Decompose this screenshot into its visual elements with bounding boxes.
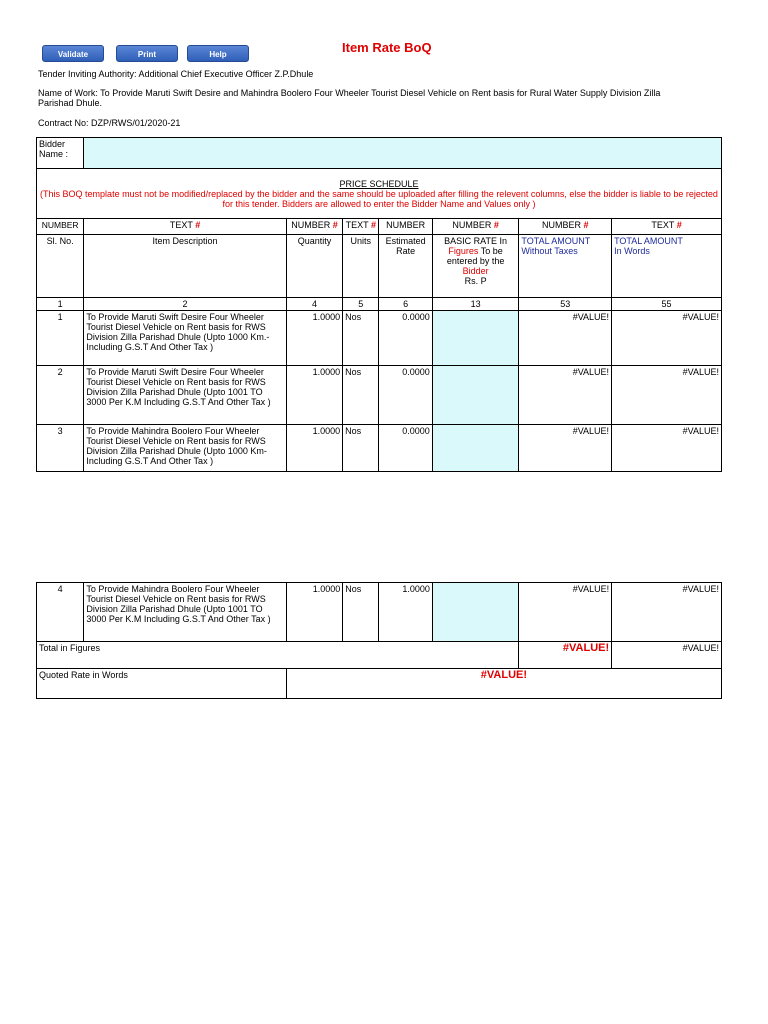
row-sl-no: 2: [37, 366, 84, 425]
column-number: 53: [519, 298, 612, 311]
row-description: To Provide Maruti Swift Desire Four Wheeler Tourist Diesel Vehicle on Rent basis for RWS Division Zilla Parishad Dhule (Upto 1001 TO 3000 Per K.M Including G.S.T And Other Tax ): [84, 366, 286, 425]
type-text: TEXT: [651, 220, 675, 230]
bidder-name-input[interactable]: [84, 138, 722, 169]
row-total-amount: #VALUE!: [519, 583, 612, 642]
row-units: Nos: [343, 425, 379, 472]
basic-rate-input[interactable]: [432, 425, 519, 472]
type-number: NUMBER: [41, 220, 79, 230]
boq-notice: (This BOQ template must not be modified/replaced by the bidder and the same should be uploaded after filling the relevent columns, else the bidder is liable to be rejected for this tender. Bidders are allowed to enter the Bidder Name and Values only ): [40, 188, 718, 209]
basic-rate-input[interactable]: [432, 366, 519, 425]
row-estimated-rate: 1.0000: [379, 583, 432, 642]
header-basic-rate: [432, 235, 519, 298]
header-estimated-rate: Estimated Rate: [379, 235, 432, 298]
row-sl-no: 1: [37, 311, 84, 366]
row-estimated-rate: 0.0000: [379, 311, 432, 366]
basic-rate-input[interactable]: [432, 311, 519, 366]
table-row: [37, 311, 722, 366]
boq-table-continued: [36, 582, 722, 699]
name-of-work-line1: Name of Work: To Provide Maruti Swift Desire and Mahindra Boolero Four Wheeler Tourist Diesel Vehicle on Rent basis for Rural Water Supply Division Zilla: [38, 88, 661, 98]
row-amount-words: #VALUE!: [612, 425, 722, 472]
row-quantity: 1.0000: [286, 425, 342, 472]
row-sl-no: 3: [37, 425, 84, 472]
page-title: Item Rate BoQ: [342, 40, 432, 55]
row-amount-words: #VALUE!: [612, 583, 722, 642]
quoted-rate-value: #VALUE!: [286, 669, 721, 699]
required-mark: #: [676, 220, 682, 230]
type-number: NUMBER: [541, 220, 581, 230]
row-units: Nos: [343, 311, 379, 366]
row-total-amount: #VALUE!: [519, 311, 612, 366]
header-item-description: Item Description: [84, 235, 286, 298]
header-units: Units: [343, 235, 379, 298]
header-sl-no: Sl. No.: [37, 235, 84, 298]
basic-rate-text: BASIC RATE In: [444, 236, 508, 246]
required-mark: #: [370, 220, 376, 230]
column-number: 4: [286, 298, 342, 311]
tender-authority: Tender Inviting Authority: Additional Chief Executive Officer Z.P.Dhule: [38, 69, 314, 79]
validate-button[interactable]: Validate: [42, 45, 104, 62]
header-total-amount: TOTAL AMOUNT: [521, 236, 591, 246]
type-number: NUMBER: [386, 220, 426, 230]
required-mark: #: [583, 220, 589, 230]
type-text: TEXT: [345, 220, 369, 230]
row-quantity: 1.0000: [286, 311, 342, 366]
required-mark: #: [493, 220, 499, 230]
row-description: To Provide Mahindra Boolero Four Wheeler Tourist Diesel Vehicle on Rent basis for RWS Division Zilla Parishad Dhule (Upto 1001 TO 3000 Per K.M Including G.S.T And Other Tax ): [84, 583, 286, 642]
column-number: 6: [379, 298, 432, 311]
row-estimated-rate: 0.0000: [379, 366, 432, 425]
required-mark: #: [195, 220, 201, 230]
type-number: NUMBER: [291, 220, 331, 230]
row-total-amount: #VALUE!: [519, 366, 612, 425]
price-schedule-heading: PRICE SCHEDULE: [339, 178, 419, 189]
column-number: 1: [37, 298, 84, 311]
column-number: 55: [612, 298, 722, 311]
header-in-words: In Words: [614, 246, 650, 256]
basic-rate-figures: Figures: [448, 246, 479, 256]
total-in-figures-value: #VALUE!: [519, 642, 612, 669]
row-description: To Provide Mahindra Boolero Four Wheeler Tourist Diesel Vehicle on Rent basis for RWS Division Zilla Parishad Dhule (Upto 1000 Km- Including G.S.T And Other Tax ): [84, 425, 286, 472]
row-description: To Provide Maruti Swift Desire Four Wheeler Tourist Diesel Vehicle on Rent basis for RWS Division Zilla Parishad Dhule (Upto 1000 Km.- Including G.S.T And Other Tax ): [84, 311, 286, 366]
total-in-figures-label: Total in Figures: [37, 642, 519, 669]
quoted-rate-label: Quoted Rate in Words: [37, 669, 287, 699]
help-button[interactable]: Help: [187, 45, 249, 62]
required-mark: #: [332, 220, 338, 230]
name-of-work-line2: Parishad Dhule.: [38, 98, 103, 108]
row-units: Nos: [343, 583, 379, 642]
header-total-amount-words: TOTAL AMOUNT: [614, 236, 683, 246]
row-sl-no: 4: [37, 583, 84, 642]
column-number: 2: [84, 298, 286, 311]
header-quantity: Quantity: [286, 235, 342, 298]
column-number: 5: [343, 298, 379, 311]
row-units: Nos: [343, 366, 379, 425]
print-button[interactable]: Print: [116, 45, 178, 62]
row-quantity: 1.0000: [286, 583, 342, 642]
type-number: NUMBER: [452, 220, 492, 230]
bidder-name-label: Bidder Name :: [37, 138, 84, 169]
basic-rate-currency: Rs. P: [464, 276, 487, 286]
row-total-amount: #VALUE!: [519, 425, 612, 472]
type-text: TEXT: [169, 220, 193, 230]
basic-rate-bidder: Bidder: [462, 266, 489, 276]
row-estimated-rate: 0.0000: [379, 425, 432, 472]
basic-rate-input[interactable]: [432, 583, 519, 642]
column-number: 13: [432, 298, 519, 311]
total-in-words-value: #VALUE!: [612, 642, 722, 669]
basic-rate-text: To be entered by the: [446, 246, 505, 266]
header-without-taxes: Without Taxes: [521, 246, 578, 256]
table-row: [37, 583, 722, 642]
row-amount-words: #VALUE!: [612, 311, 722, 366]
row-quantity: 1.0000: [286, 366, 342, 425]
row-amount-words: #VALUE!: [612, 366, 722, 425]
boq-table: [36, 137, 722, 472]
table-row: [37, 425, 722, 472]
table-row: [37, 366, 722, 425]
contract-number: Contract No: DZP/RWS/01/2020-21: [38, 118, 181, 128]
